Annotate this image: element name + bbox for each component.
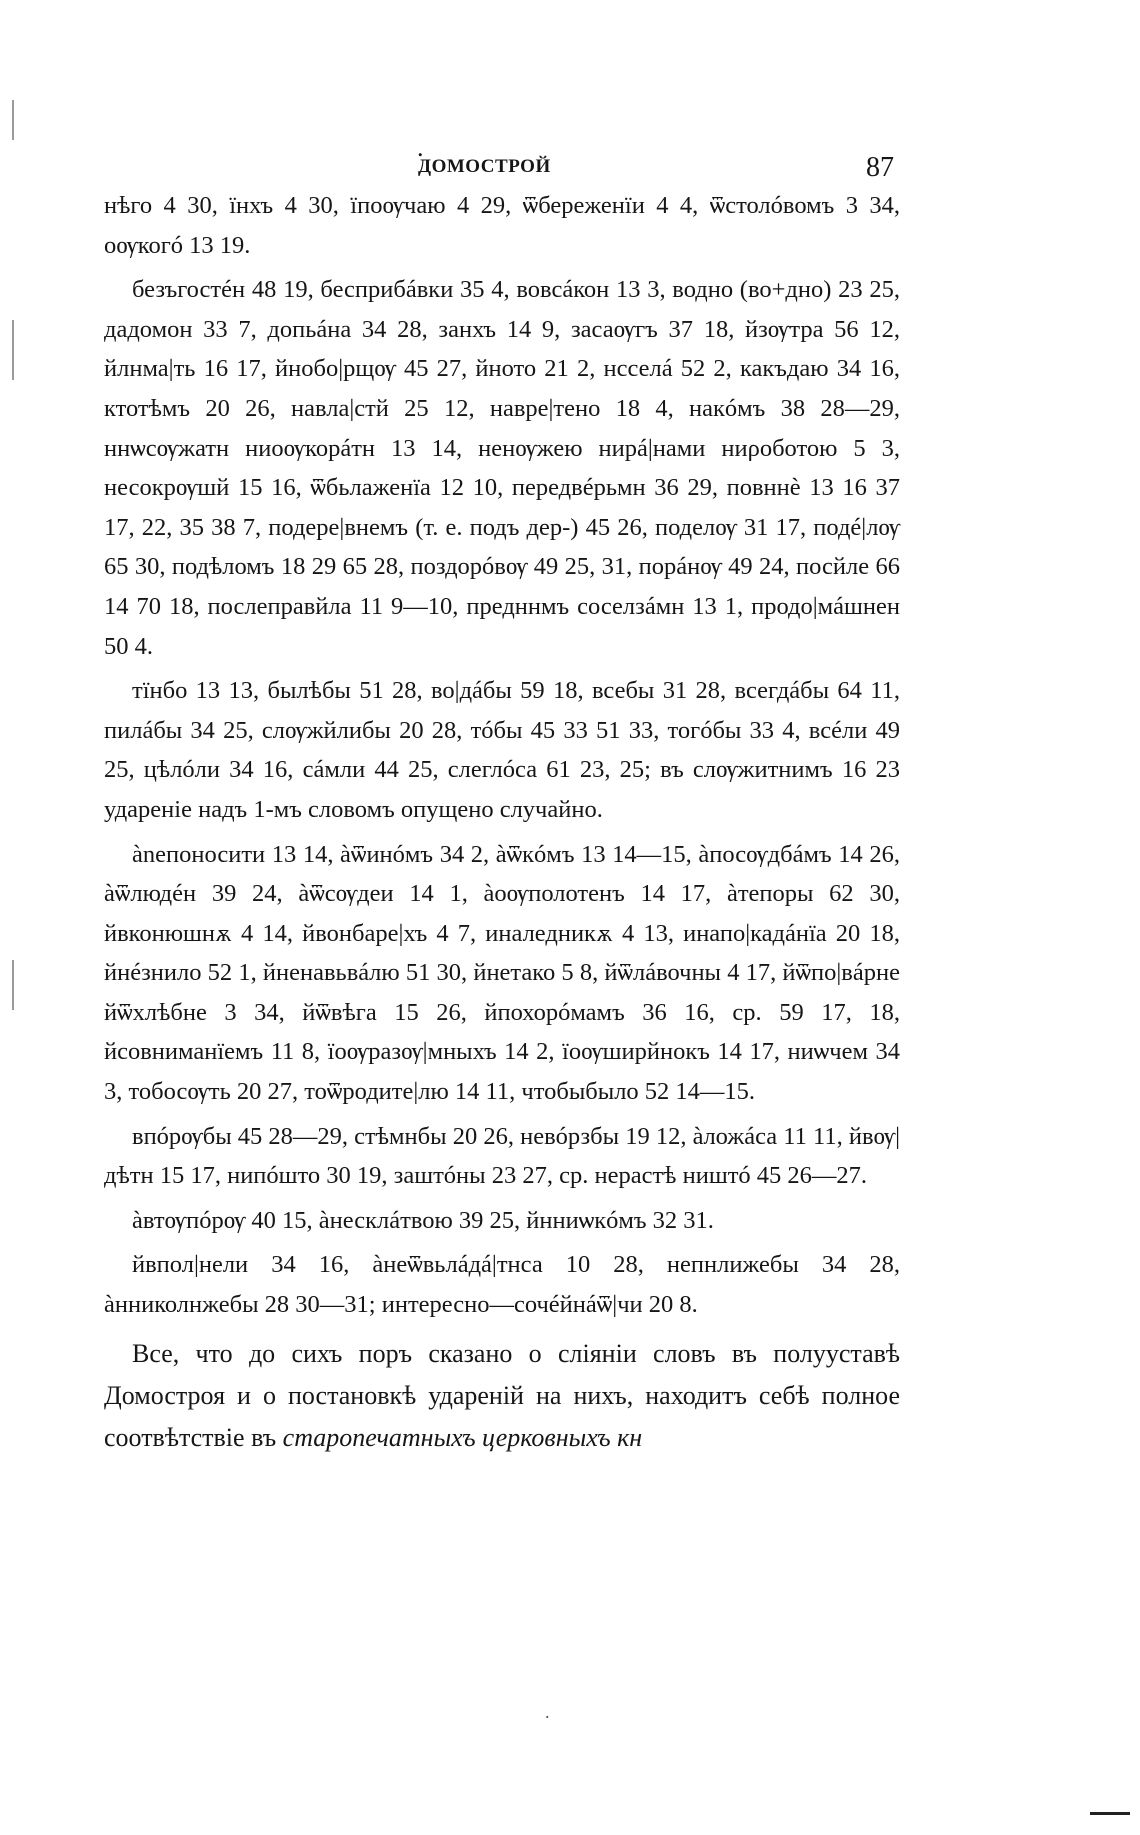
header-dot: . — [417, 133, 424, 162]
running-title: ДОМОСТРОЙ — [418, 156, 551, 177]
closing-text: Все, что до сихъ поръ сказано о сліяніи словъ въ полууставѣ Домостроя и о постановкѣ удареній на нихъ, находитъ себѣ полное соотвѣтствіе въ — [104, 1338, 900, 1452]
footer-dot: . — [545, 1702, 550, 1722]
index-paragraph: впóрѹбы 45 28—29, стѣмнбы 20 26, невóрзбы 19 12, àложáса 11 11, йвѹ|дѣтн 15 17, нипóшто 30 19, заштóны 23 27, ср. нерастѣ ништó 45 26—27. — [104, 1122, 900, 1190]
index-paragraph: нѣго 4 30, їнхъ 4 30, їпоѹчаю 4 29, ѿбереженїи 4 4, ѿстолóвомъ 3 34, оѹкогó 13 19. — [104, 192, 900, 259]
page-number: 87 — [866, 152, 894, 183]
margin-scan-mark — [12, 320, 14, 380]
closing-paragraph — [104, 1333, 900, 1459]
footer-dash — [1090, 1812, 1130, 1815]
index-paragraph: йвпол|нели 34 16, àнеѿвьлáдá|тнса 10 28, непнлижебы 34 28, àнниколнжебы 28 30—31; интересно—сочéйнáѿ|чи 20 8. — [104, 1251, 900, 1319]
closing-italic-text: старопечатныхъ церковныхъ кн — [282, 1422, 643, 1452]
index-paragraph: тїнбо 13 13, былѣбы 51 28, во|дáбы 59 18, всебы 31 28, всегдáбы 64 11, пилáбы 34 25, слѹжйлибы 20 28, тóбы 45 33 51 33, тогóбы 33 4, всéли 49 25, цѣлóли 34 16, сáмли 44 25, слеглóса 61 23, 25; въ слѹжитнимъ 16 23 удареніе надъ 1-мъ словомъ опущено случайно. — [104, 677, 900, 823]
index-paragraph: безъгостéн 48 19, бесприбáвки 35 4, вовсáкон 13 3, водно (во+дно) 23 25, дадомон 33 7, допьáна 34 28, занхъ 14 9, засаѹгъ 37 18, йзѹтра 56 12, йлнма|ть 16 17, йнобо|рщѹ 45 27, йното 21 2, нсселá 52 2, какъдаю 34 16, ктотѣмъ 20 26, навла|стй 25 12, навре|тено 18 4, накóмъ 38 28—29, ннѡсѹжатн ниоѹкорáтн 13 14, ненѹжею нирá|нами ниροботою 5 3, несокрѹшй 15 16, ѿбьлаженїа 12 10, передвéрьмн 36 29, повннè 13 16 37 17, 22, 35 38 7, подере|внемъ (т. е. подъ дер-) 45 26, поделѹ 31 17, подé|лѹ 65 30, подѣломъ 18 29 65 28, поздорóвѹ 49 25, 31, порáнѹ 49 24, посйле 66 14 70 18, послеправйла 11 9—10, предннмъ соселзáмн 13 1, продо|мáшнен 50 4. — [104, 276, 900, 660]
margin-scan-mark — [12, 100, 14, 140]
index-paragraph: àвтѹпóрѹ 40 15, àнесклáтвою 39 25, йнниѡкóмъ 32 31. — [132, 1206, 714, 1234]
page-body — [104, 186, 900, 1464]
margin-scan-mark — [12, 960, 14, 1010]
index-paragraph: ànепоносити 13 14, àѿинóмъ 34 2, àѿкóмъ 13 14—15, àпосѹдбáмъ 14 26, àѿлюдéн 39 24, àѿсѹдеи 14 1, àоѹполотенъ 14 17, àтепоры 62 30, йвконюшнѫ 4 14, йвонбаре|хъ 4 7, иналедникѫ 4 13, инапо|кадáнїа 20 18, йнéзнило 52 1, йненавьвáлю 51 30, йнетако 5 8, йѿлáвочны 4 17, йѿпо|вáрне йѿхлѣбне 3 34, йѿвѣга 15 26, йпохорóмамъ 36 16, ср. 59 17, 18, йсовниманїемъ 11 8, їоѹразѹ|мныхъ 14 2, їоѹширйнокъ 14 17, ниѡчем 34 3, тобосѹть 20 27, тоѿродите|лю 14 11, чтобыбыло 52 14—15. — [104, 840, 900, 1106]
